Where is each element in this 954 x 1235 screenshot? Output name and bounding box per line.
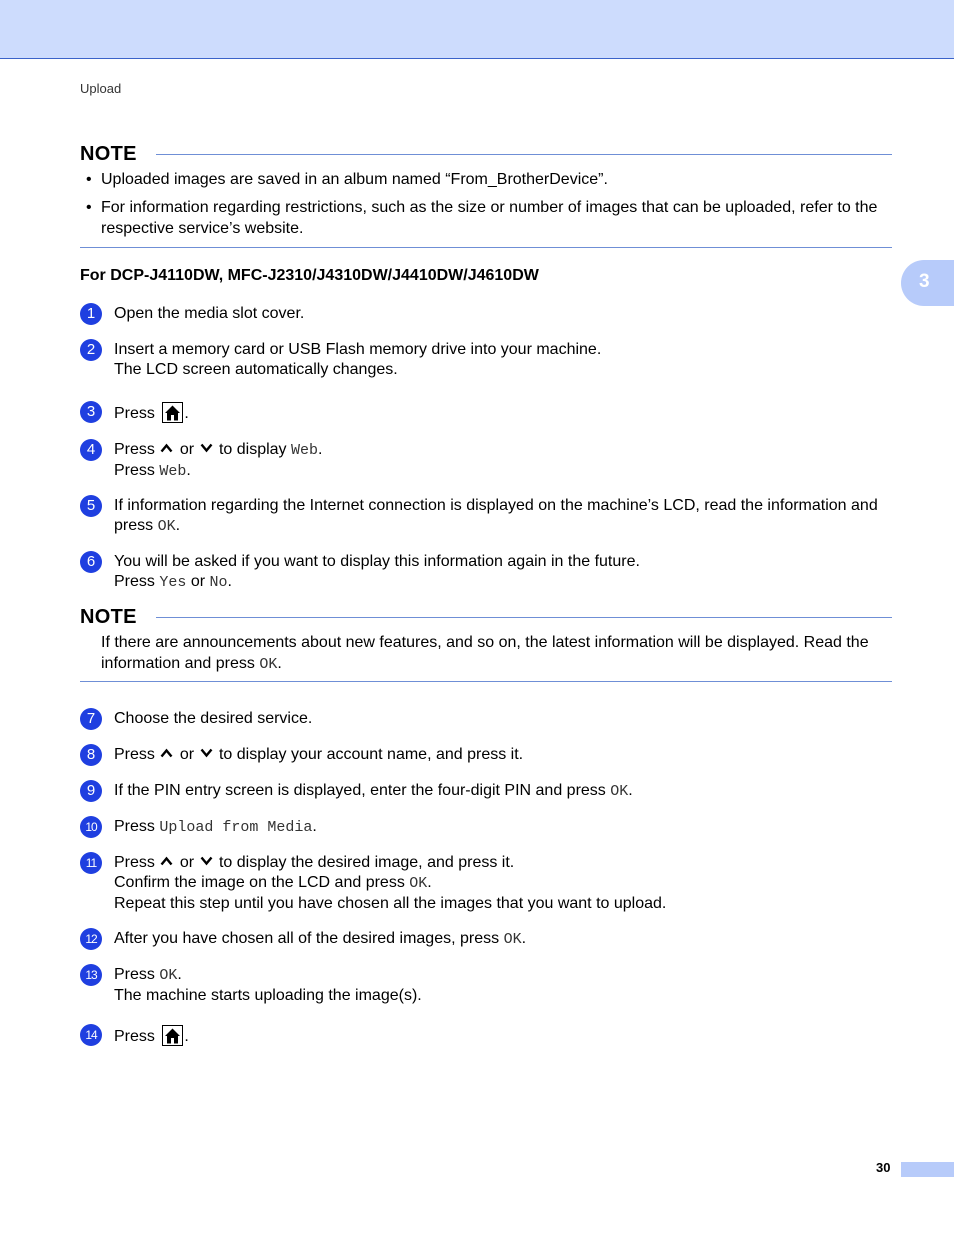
step-text: Press — [114, 462, 155, 479]
bullet-dot: • — [86, 199, 92, 216]
step-number: 13 — [80, 964, 102, 986]
bullet-dot: • — [86, 171, 92, 188]
lcd-option-ok: OK — [157, 518, 176, 535]
step-number: 5 — [80, 495, 102, 517]
step-text: or — [179, 441, 195, 458]
chevron-down-icon — [200, 856, 213, 866]
step-result-text: The machine starts uploading the image(s). — [114, 987, 422, 1004]
header-band — [0, 0, 954, 59]
step-number: 1 — [80, 303, 102, 325]
home-icon — [162, 1025, 183, 1046]
note-title: NOTE — [80, 606, 137, 628]
step-body — [114, 781, 892, 802]
step-line — [114, 853, 892, 873]
step-number: 12 — [80, 928, 102, 950]
step-text: Open the media slot cover. — [114, 305, 305, 322]
step-body — [114, 440, 892, 482]
step-body — [114, 1025, 892, 1047]
home-icon — [162, 402, 183, 423]
lcd-option-ok: OK — [610, 783, 629, 800]
step-body — [114, 853, 892, 914]
step-text: Choose the desired service. — [114, 710, 313, 727]
step-text-end: . — [177, 966, 182, 983]
step-text-end: . — [186, 462, 191, 479]
step-text-end: . — [184, 405, 189, 422]
step-body — [114, 496, 892, 537]
step-text: Press — [114, 573, 155, 590]
step-text: Press — [114, 1028, 155, 1045]
note-divider — [156, 617, 892, 618]
lcd-option-ok: OK — [259, 656, 278, 673]
note-bullet-text: For information regarding restrictions, such as the size or number of images that can be uploaded, refer to the respective service’s website. — [101, 199, 878, 237]
page-number-bar — [901, 1162, 954, 1177]
lcd-option-web: Web — [291, 442, 319, 459]
note-header — [80, 143, 892, 167]
note-bottom-divider — [80, 681, 892, 682]
lcd-option-web: Web — [159, 463, 187, 480]
step-text-end: . — [312, 818, 317, 835]
chevron-up-icon — [160, 748, 173, 758]
page-number: 30 — [876, 1160, 891, 1175]
step-text-end: . — [521, 930, 527, 947]
step-body — [114, 745, 892, 765]
step-line — [114, 572, 892, 593]
step-line — [114, 873, 892, 894]
chevron-down-icon — [200, 443, 213, 453]
step-text: Confirm the image on the LCD and press — [114, 874, 405, 891]
step-body — [114, 340, 892, 380]
lcd-option-yes: Yes — [159, 574, 187, 591]
step-text: to display the desired image, and press it. — [218, 854, 515, 871]
note-text — [101, 632, 892, 675]
step-body — [114, 402, 892, 424]
step-text: You will be asked if you want to display this information again in the future. — [114, 553, 640, 570]
lcd-option-ok: OK — [503, 931, 522, 948]
step-text: Press — [114, 854, 155, 871]
chevron-up-icon — [160, 856, 173, 866]
step-line — [114, 440, 892, 461]
breadcrumb: Upload — [80, 81, 122, 96]
step-text: or — [179, 854, 195, 871]
step-text: or — [190, 573, 206, 590]
step-number: 4 — [80, 439, 102, 461]
note-title: NOTE — [80, 143, 137, 165]
step-line — [114, 461, 892, 482]
step-line — [114, 965, 892, 986]
note-bottom-divider — [80, 247, 892, 248]
step-number: 11 — [80, 852, 102, 874]
lcd-option-ok: OK — [159, 967, 178, 984]
note-header — [80, 606, 892, 630]
lcd-option-no: No — [209, 574, 228, 591]
step-text-end: . — [184, 1028, 189, 1045]
step-text-end: . — [427, 874, 432, 891]
step-text-end: . — [175, 517, 181, 534]
step-body — [114, 817, 892, 838]
step-body — [114, 552, 892, 593]
step-text: After you have chosen all of the desired images, press — [114, 930, 500, 947]
step-text: Press — [114, 441, 155, 458]
step-text: to display your account name, and press it. — [218, 746, 524, 763]
step-text: Press — [114, 818, 155, 835]
note-text-end: . — [277, 655, 282, 672]
step-body — [114, 965, 892, 1006]
step-text: If the PIN entry screen is displayed, enter the four-digit PIN and press — [114, 782, 606, 799]
section-title: For DCP-J4110DW, MFC-J2310/J4310DW/J4410DW/J4610DW — [80, 267, 539, 284]
step-result-text: The LCD screen automatically changes. — [114, 361, 398, 378]
note-box — [80, 606, 892, 673]
step-text: Press — [114, 746, 155, 763]
step-text: Press — [114, 966, 155, 983]
step-number: 2 — [80, 339, 102, 361]
step-number: 9 — [80, 780, 102, 802]
step-text-end: . — [628, 782, 633, 799]
step-number: 7 — [80, 708, 102, 730]
step-number: 8 — [80, 744, 102, 766]
step-number: 14 — [80, 1024, 102, 1046]
chapter-tab — [901, 260, 954, 306]
step-text: If information regarding the Internet connection is displayed on the machine’s LCD, read the information and press — [114, 497, 878, 534]
step-number: 10 — [80, 816, 102, 838]
step-number: 3 — [80, 401, 102, 423]
note-body-text: If there are announcements about new features, and so on, the latest information will be displayed. Read the information and press — [101, 634, 869, 672]
step-number: 6 — [80, 551, 102, 573]
note-box — [80, 143, 892, 237]
step-text: Repeat this step until you have chosen all the images that you want to upload. — [114, 895, 667, 912]
lcd-option-ok: OK — [409, 875, 428, 892]
note-divider — [156, 154, 892, 155]
step-text: to display — [218, 441, 287, 458]
step-body — [114, 929, 892, 950]
chevron-down-icon — [200, 748, 213, 758]
lcd-option-upload-from-media: Upload from Media — [159, 819, 313, 836]
step-text: or — [179, 746, 195, 763]
step-text-end: . — [227, 573, 232, 590]
step-text: Insert a memory card or USB Flash memory drive into your machine. — [114, 341, 602, 358]
chevron-up-icon — [160, 443, 173, 453]
note-bullet-text: Uploaded images are saved in an album named “From_BrotherDevice”. — [101, 171, 608, 188]
step-text: Press — [114, 405, 155, 422]
step-text-end: . — [318, 441, 323, 458]
chapter-number: 3 — [919, 271, 930, 292]
